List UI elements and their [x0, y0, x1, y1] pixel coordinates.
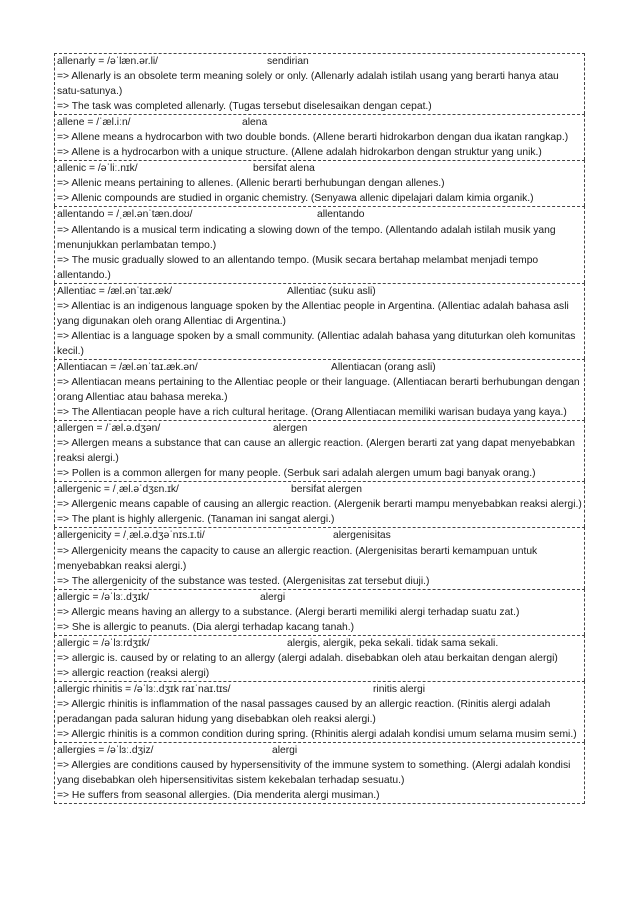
entry-term: Allentiacan = /æl.ənˈtaɪ.æk.ən/ [57, 361, 198, 373]
entry-example-line: => The allergenicity of the substance was tested. (Alergenisitas zat tersebut diuji.) [57, 575, 430, 587]
entry-example-line: => allergic is. caused by or relating to an allergy (alergi adalah. disebabkan oleh atau berkaitan dengan alergi) [57, 652, 558, 664]
entry-translation: Allentiacan (orang asli) [331, 361, 436, 373]
dictionary-entry [54, 283, 585, 359]
entry-translation: alergi [272, 745, 298, 757]
dictionary-entry [54, 359, 585, 420]
dictionary-entry [54, 420, 585, 481]
entry-example-line: => allergic reaction (reaksi alergi) [57, 667, 210, 679]
entry-example-line: => She is allergic to peanuts. (Dia alergi terhadap kacang tanah.) [57, 621, 355, 633]
entry-example-line: => Allenic compounds are studied in organic chemistry. (Senyawa allenic dipelajari dalam kimia organik.) [57, 193, 534, 205]
entry-example-line: => Allergic rhinitis is a common condition during spring. (Rhinitis alergi adalah kondisi umum selama musim semi.) [57, 729, 577, 741]
entry-headword-line [57, 421, 582, 436]
dictionary-page [54, 53, 585, 804]
dictionary-entry [54, 53, 585, 114]
entry-example-line: => Allergic rhinitis is inflammation of the nasal passages caused by an allergic reaction. (Rinitis alergi adalah peradangan pada saluran hidung yang disebabkan oleh reaksi alergi.) [57, 698, 551, 726]
entry-translation: sendirian [267, 56, 309, 67]
entry-example-line: => The music gradually slowed to an allentando tempo. (Musik secara bertahap melambat menjadi tempo allentando.) [57, 254, 539, 281]
entry-example-line: => Pollen is a common allergen for many people. (Serbuk sari adalah alergen umum bagi banyak orang.) [57, 468, 536, 480]
entry-example-line: => The Allentiacan people have a rich cultural heritage. (Orang Allentiacan memiliki warisan budaya yang kaya.) [57, 407, 567, 419]
dictionary-entry [54, 527, 585, 588]
entry-example-line: => Allene is a hydrocarbon with a unique structure. (Allene adalah hidrokarbon dengan struktur yang unik.) [57, 147, 542, 159]
entry-headword-line [57, 528, 582, 543]
entry-example-line: => Allentiac is an indigenous language spoken by the Allentiac people in Argentina. (Allentiac adalah bahasa asli yang digunakan oleh orang Allentiac di Argentina.) [57, 300, 569, 327]
entry-translation: alergenisitas [333, 530, 391, 542]
entry-headword-line [57, 54, 582, 69]
entry-example-line: => Allergenic means capable of causing an allergic reaction. (Alergenik berarti mampu menyebabkan reaksi alergi.) [57, 499, 582, 511]
entry-headword-line [57, 682, 582, 697]
entry-headword-line [57, 743, 582, 758]
entry-term: allenarly = /əˈlæn.ər.li/ [57, 56, 159, 67]
dictionary-entry [54, 206, 585, 282]
entry-headword-line [57, 482, 582, 497]
entry-example-line: => Allergen means a substance that can cause an allergic reaction. (Alergen berarti zat yang dapat menyebabkan reaksi alergi.) [57, 438, 576, 465]
entry-example-line: => Allentiacan means pertaining to the Allentiac people or their language. (Allentiacan berarti berhubungan dengan orang Allentiac atau bahasa mereka.) [57, 376, 580, 404]
entry-term: allergenic = /ˌæl.əˈdʒɛn.ɪk/ [57, 484, 179, 496]
entry-translation: Allentiac (suku asli) [287, 285, 376, 297]
entry-term: allenic = /əˈliː.nɪk/ [57, 163, 138, 175]
entry-headword-line [57, 161, 582, 176]
entry-translation: allentando [317, 209, 365, 221]
entry-translation: rinitis alergi [373, 683, 426, 695]
entry-example-line: => He suffers from seasonal allergies. (Dia menderita alergi musiman.) [57, 790, 380, 802]
entry-headword-line [57, 284, 582, 299]
entry-term: allergies = /əˈlɜː.dʒiz/ [57, 745, 154, 757]
dictionary-entry [54, 481, 585, 527]
entry-translation: bersifat alergen [291, 484, 362, 496]
entry-translation: alergen [273, 423, 308, 435]
dictionary-entry [54, 160, 585, 206]
dictionary-entry [54, 114, 585, 160]
entry-example-line: => Allentiac is a language spoken by a small community. (Allentiac adalah bahasa yang dituturkan oleh komunitas kecil.) [57, 330, 576, 357]
dictionary-entry [54, 635, 585, 681]
entry-example-line: => Allergenicity means the capacity to cause an allergic reaction. (Alergenisitas berarti kemampuan untuk menyebabkan reaksi alergi.) [57, 545, 538, 572]
entry-term: allergic = /əˈlɜːrdʒɪk/ [57, 637, 150, 649]
entry-term: Allentiac = /æl.ənˈtaɪ.æk/ [57, 285, 172, 297]
entry-term: allergenicity = /ˌæl.ə.dʒəˈnɪs.ɪ.ti/ [57, 530, 205, 542]
entry-term: allergic rhinitis = /əˈlɜː.dʒɪk raɪˈnaɪ.tɪs/ [57, 683, 231, 695]
entry-example-line: => Allergies are conditions caused by hypersensitivity of the immune system to something. (Alergi adalah kondisi yang disebabkan oleh hipersensitivitas sistem kekebalan terhadap sesuatu.) [57, 760, 571, 787]
entry-example-line: => The plant is highly allergenic. (Tanaman ini sangat alergi.) [57, 514, 335, 526]
entry-headword-line [57, 115, 582, 130]
entry-example-line: => Allenarly is an obsolete term meaning solely or only. (Allenarly adalah istilah usang yang berarti hanya atau satu-satunya.) [57, 71, 559, 98]
entry-headword-line [57, 360, 582, 375]
entry-headword-line [57, 207, 582, 222]
entry-translation: alergi [260, 591, 286, 603]
entry-translation: alena [242, 117, 268, 129]
entry-headword-line [57, 636, 582, 651]
entry-term: allergic = /əˈlɜː.dʒɪk/ [57, 591, 150, 603]
entry-term: allentando = /ˌæl.ənˈtæn.doʊ/ [57, 209, 193, 221]
entry-example-line: => The task was completed allenarly. (Tugas tersebut diselesaikan dengan cepat.) [57, 101, 432, 113]
entry-translation: bersifat alena [253, 163, 315, 175]
entry-headword-line [57, 590, 582, 605]
dictionary-entry [54, 681, 585, 742]
entry-term: allene = /ˈæl.iːn/ [57, 117, 131, 129]
entry-term: allergen = /ˈæl.ə.dʒən/ [57, 423, 161, 435]
dictionary-entry [54, 589, 585, 635]
entry-example-line: => Allergic means having an allergy to a substance. (Alergi berarti memiliki alergi terhadap suatu zat.) [57, 606, 520, 618]
entry-example-line: => Allentando is a musical term indicating a slowing down of the tempo. (Allentando adalah istilah musik yang menunjukkan perlambatan tempo.) [57, 224, 556, 251]
entry-translation: alergis, alergik, peka sekali. tidak sama sekali. [287, 637, 499, 649]
dictionary-entry [54, 742, 585, 804]
entry-example-line: => Allene means a hydrocarbon with two double bonds. (Allene berarti hidrokarbon dengan dua ikatan rangkap.) [57, 132, 569, 144]
entry-example-line: => Allenic means pertaining to allenes. (Allenic berarti berhubungan dengan allenes.) [57, 178, 445, 190]
